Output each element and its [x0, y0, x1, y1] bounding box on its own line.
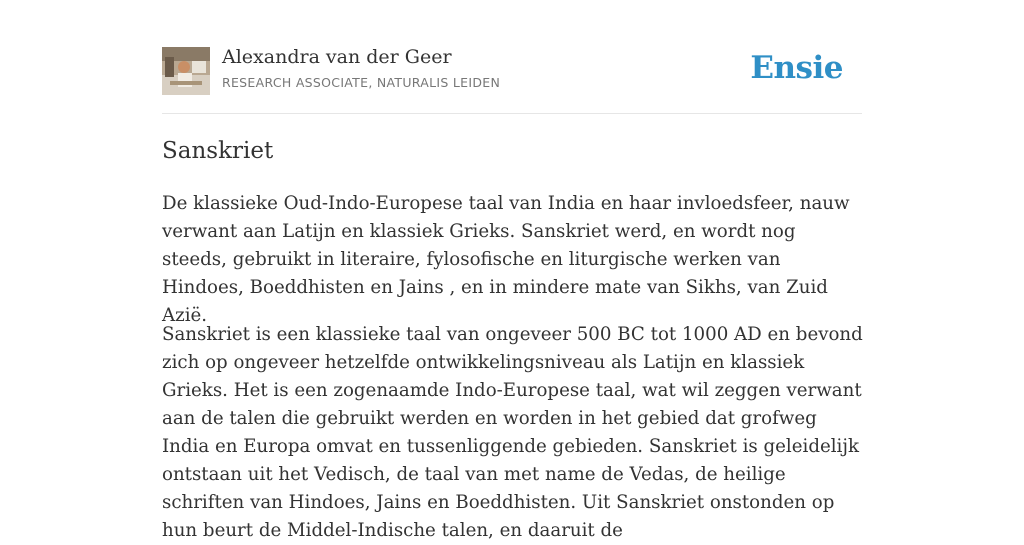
author-name[interactable]: Alexandra van der Geer — [222, 46, 452, 68]
article-container — [162, 0, 863, 541]
author-header — [162, 0, 862, 114]
article-title: Sanskriet — [162, 138, 274, 164]
article-paragraph-2: Sanskriet is een klassieke taal van ongeveer 500 BC tot 1000 AD en bevond zich op ongeveer hetzelfde ontwikkelingsniveau als Latijn en klassiek Grieks. Het is een zogenaamde Indo-Europese taal, wat wil zeggen verwant aan de talen die gebruikt werden en worden in het gebied dat grofweg India en Europa omvat en tussenliggende gebieden. Sanskriet is geleidelijk ontstaan uit het Vedisch, de taal van met name de Vedas, de heilige schriften van Hindoes, Jains en Boeddhisten. Uit Sanskriet onstonden op hun beurt de Middel-Indische talen, en daaruit de — [162, 324, 863, 541]
ensie-logo[interactable]: Ensie — [750, 50, 843, 86]
author-avatar[interactable] — [162, 47, 210, 95]
author-role: RESEARCH ASSOCIATE, NATURALIS LEIDEN — [222, 75, 501, 90]
avatar-photo-image — [162, 47, 210, 95]
article-paragraph-1: De klassieke Oud-Indo-Europese taal van India en haar invloedsfeer, nauw verwant aan Latijn en klassiek Grieks. Sanskriet werd, en wordt nog steeds, gebruikt in literaire, fylosofische en liturgische werken van Hindoes, Boeddhisten en Jains , en in mindere mate van Sikhs, van Zuid Azië. — [162, 193, 850, 326]
